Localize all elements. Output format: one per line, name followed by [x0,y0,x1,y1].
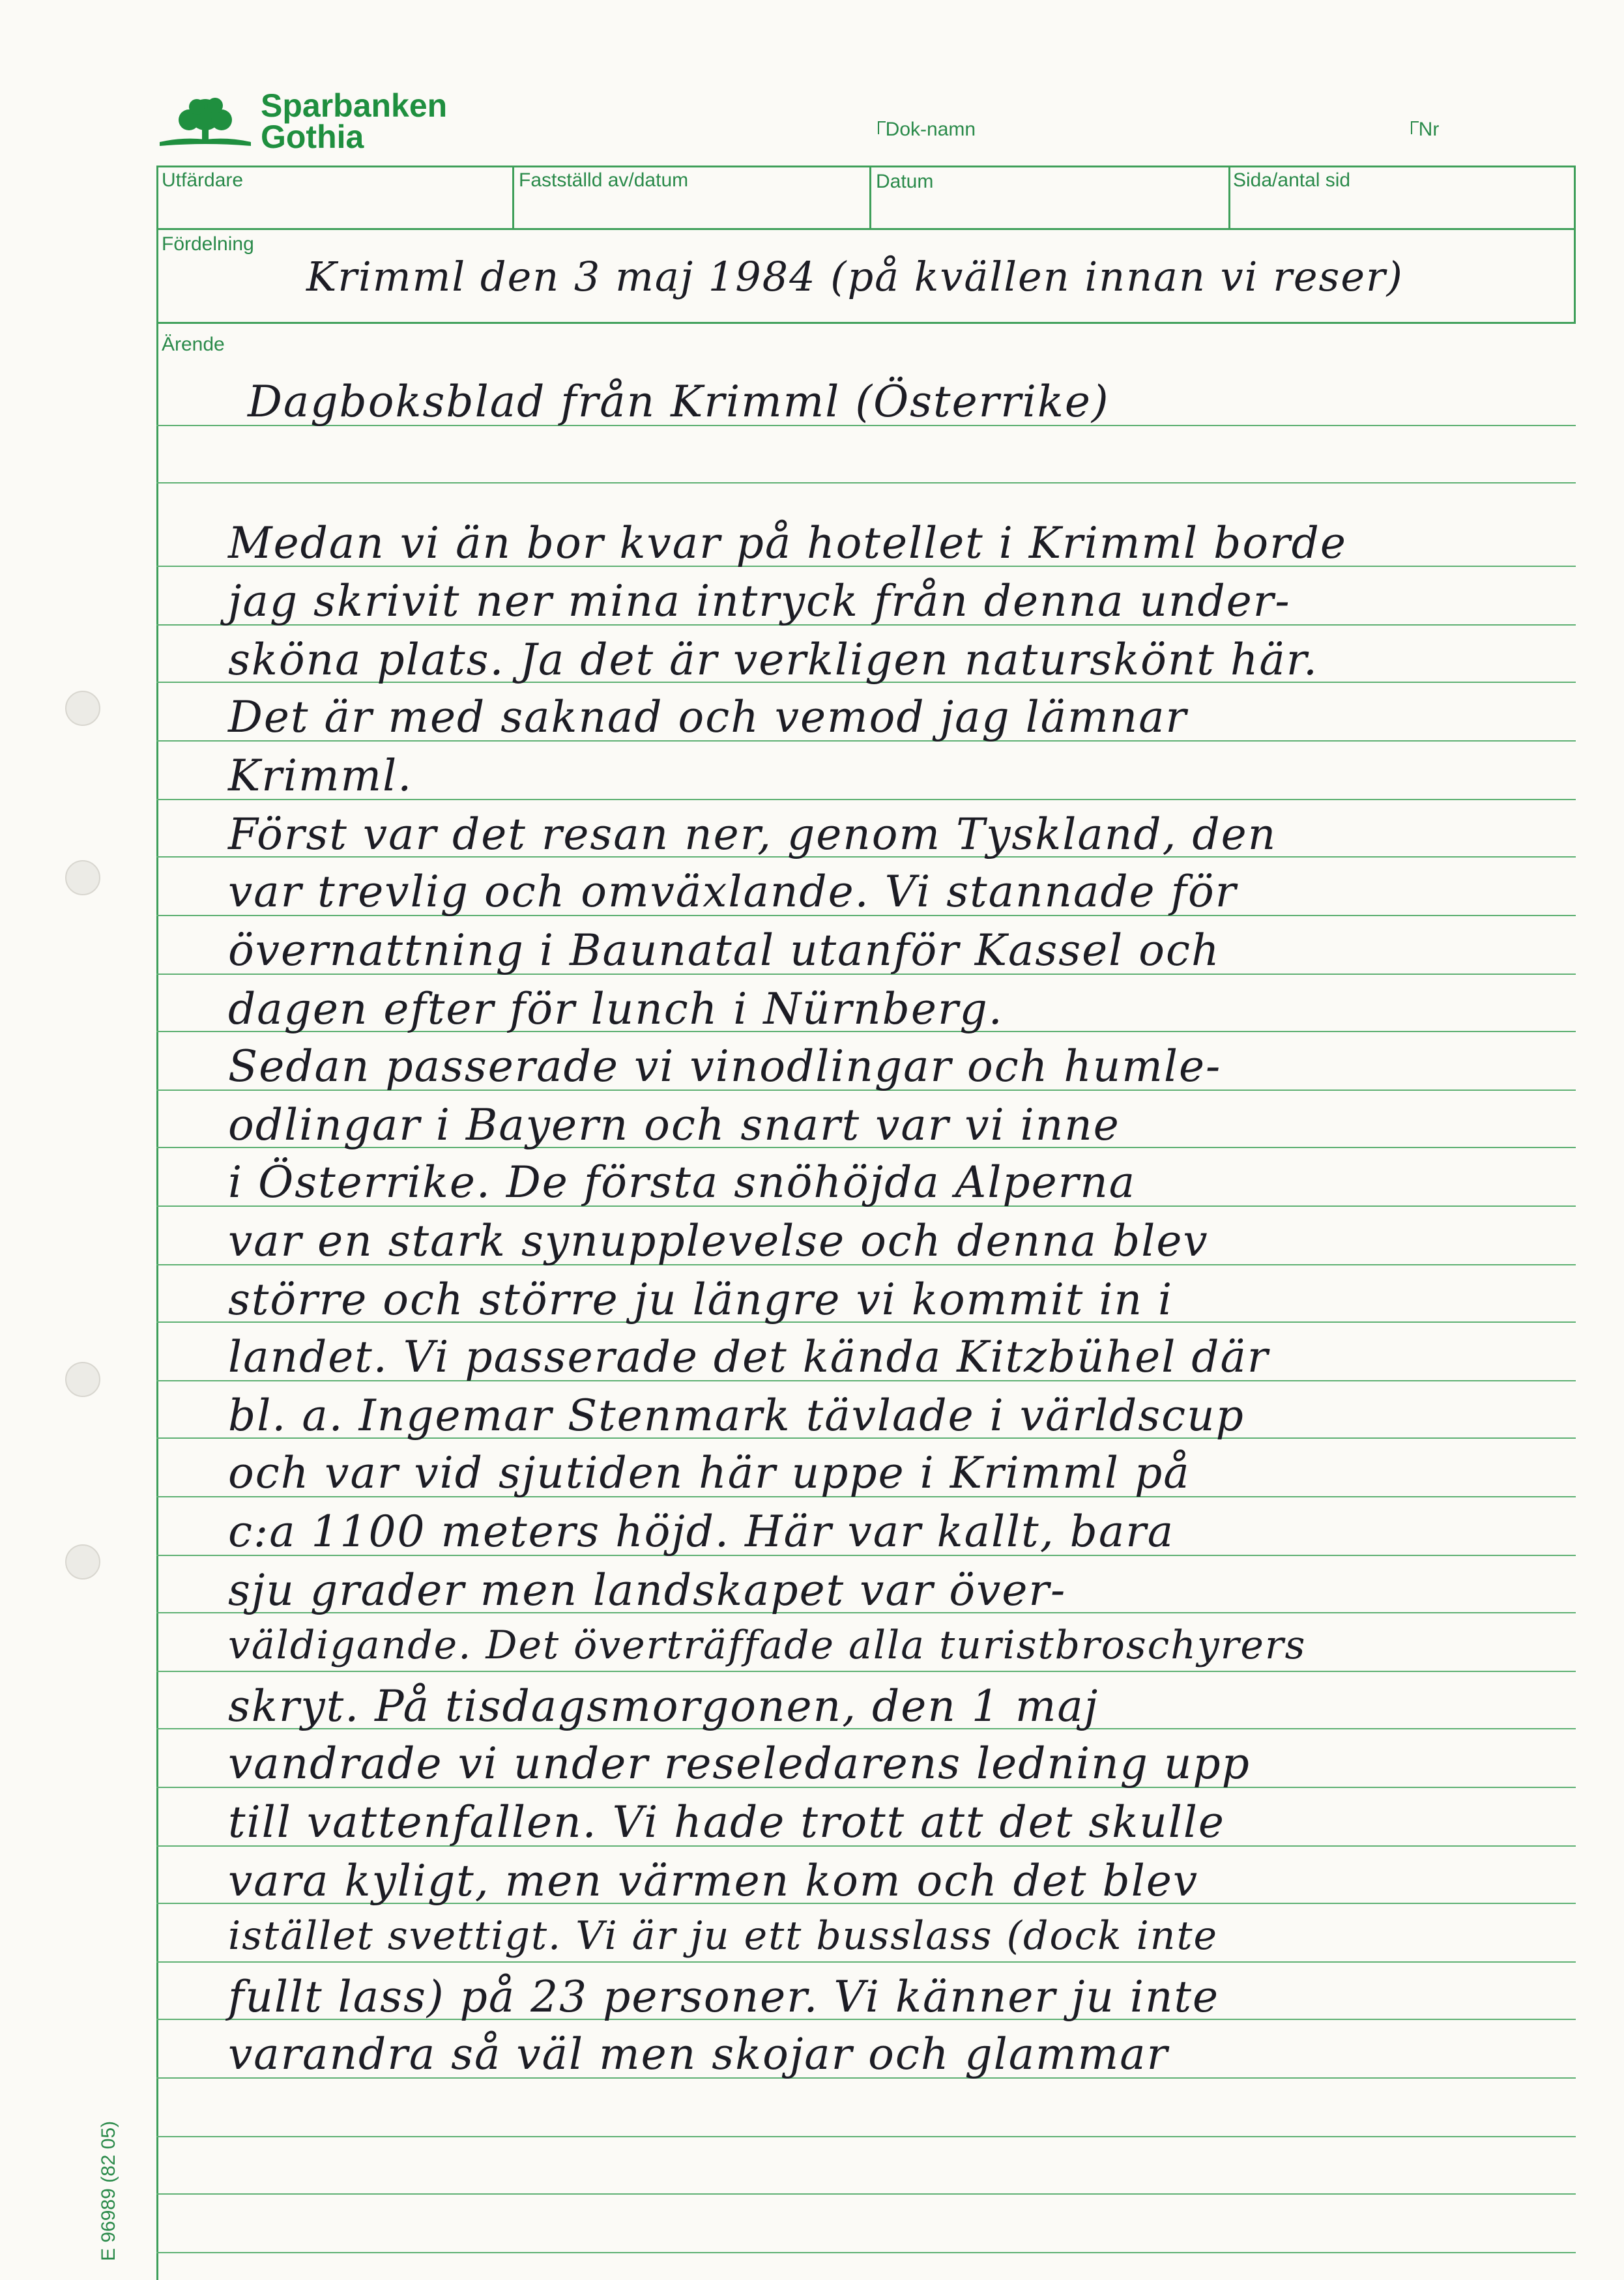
dok-namn-label: Dok-namn [885,119,976,140]
bank-logo [156,87,495,160]
utfardare-label: Utfärdare [162,169,244,191]
handwritten-line: väldigande. Det överträffade alla turistbroschyrers [228,1623,1307,1668]
handwritten-line: fullt lass) på 23 personer. Vi känner ju inte [228,1972,1220,2022]
punch-hole [65,860,100,895]
logo-line2: Gothia [261,119,364,155]
handwritten-line: c:a 1100 meters höjd. Här var kallt, bara [228,1507,1175,1557]
datum-label: Datum [876,171,934,192]
handwritten-line: till vattenfallen. Vi hade trott att det skulle [228,1797,1225,1847]
form-row-line [156,322,1576,324]
handwritten-line: bl. a. Ingemar Stenmark tävlade i världscup [228,1391,1245,1441]
logo-line1: Sparbanken [261,87,448,124]
nr-field [1400,96,1439,141]
punch-hole [65,1362,100,1397]
ruled-line [156,2136,1576,2137]
nr-label: Nr [1418,119,1440,140]
arende-label: Ärende [162,334,225,355]
handwritten-line: Sedan passerade vi vinodlingar och humle- [228,1041,1222,1091]
ruled-line [156,2252,1576,2253]
ruled-line [156,482,1576,483]
corner-mark-icon [1411,121,1419,134]
faststalld-label: Fastställd av/datum [519,169,689,191]
column-divider [512,166,514,228]
handwritten-line: landet. Vi passerade det kända Kitzbühel där [228,1332,1269,1382]
ruled-line [156,1671,1576,1672]
handwritten-line: större och större ju längre vi kommit in i [228,1275,1174,1325]
handwritten-line: sköna plats. Ja det är verkligen naturskönt här. [228,635,1319,685]
handwritten-line: vandrade vi under reseledarens ledning upp [228,1739,1251,1789]
handwritten-line: sju grader men landskapet var över- [228,1565,1067,1615]
handwritten-line: varandra så väl men skojar och glammar [228,2029,1169,2079]
form-number: E 96989 (82 05) [98,2120,119,2261]
handwritten-line: dagen efter för lunch i Nürnberg. [228,984,1004,1034]
handwritten-line: var trevlig och omväxlande. Vi stannade för [228,867,1238,917]
handwritten-line: istället svettigt. Vi är ju ett busslass (dock inte [228,1913,1219,1959]
handwritten-line: odlingar i Bayern och snart var vi inne [228,1100,1120,1150]
handwritten-line: Det är med saknad och vemod jag lämnar [228,692,1188,742]
handwritten-line: Medan vi än bor kvar på hotellet i Krimml borde [228,518,1347,568]
form-top-line [156,166,1576,167]
column-divider [869,166,871,228]
handwritten-line: skryt. På tisdagsmorgonen, den 1 maj [228,1681,1099,1731]
handwritten-line: Först var det resan ner, genom Tyskland, den [228,809,1277,859]
handwritten-line: övernattning i Baunatal utanför Kassel och [228,925,1221,975]
handwritten-date-line: Krimml den 3 maj 1984 (på kvällen innan vi reser) [306,253,1404,300]
punch-hole [65,691,100,726]
form-row-line [156,228,1576,230]
column-divider [1228,166,1230,228]
dok-namn-field [867,96,976,141]
ruled-line [156,2193,1576,2195]
handwritten-line: vara kyligt, men värmen kom och det blev [228,1856,1199,1906]
logo-text [261,87,448,155]
handwritten-line: var en stark synupplevelse och denna blev [228,1216,1209,1266]
fordelning-label: Fördelning [162,233,254,255]
handwritten-line: jag skrivit ner mina intryck från denna under- [228,576,1291,626]
handwritten-line: Krimml. [228,751,413,801]
handwritten-line: och var vid sjutiden här uppe i Krimml på [228,1448,1191,1498]
punch-hole [65,1544,100,1580]
ruled-line [156,1961,1576,1963]
corner-mark-icon [878,121,886,134]
handwritten-line: i Österrike. De första snöhöjda Alperna [228,1157,1137,1207]
tree-logo-icon [156,96,254,155]
handwritten-subject: Dagboksblad från Krimml (Österrike) [248,377,1110,427]
sida-label: Sida/antal sid [1233,169,1351,191]
